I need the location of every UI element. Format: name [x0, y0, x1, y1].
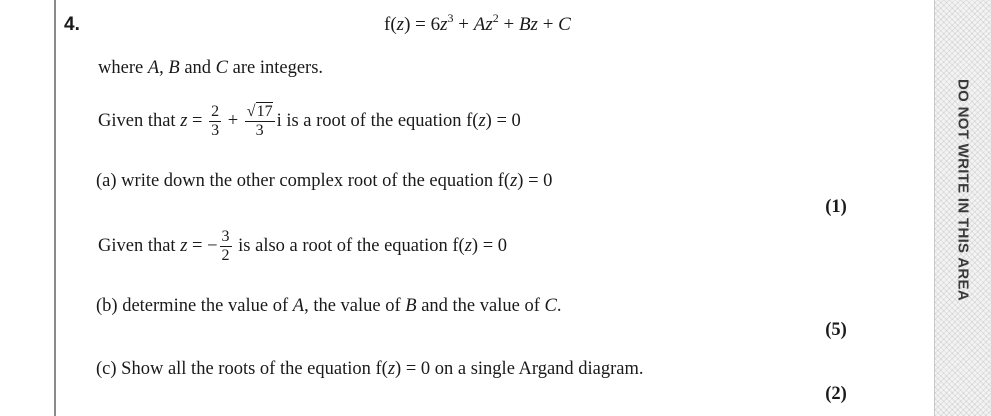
- f-plus-3: +: [537, 14, 559, 35]
- frac-den: 3: [211, 122, 220, 140]
- no-write-margin-label: DO NOT WRITE IN THIS AREA: [954, 79, 972, 301]
- f-var: z: [396, 14, 405, 35]
- f-eq: ) = 6: [404, 14, 441, 35]
- part-b-B: B: [405, 296, 417, 316]
- where-C: C: [215, 58, 229, 78]
- frac-root-den: 3: [255, 122, 264, 140]
- given2-post: ) = 0: [471, 236, 508, 257]
- frac2-num: 3: [220, 228, 232, 247]
- f-exp-3: 3: [447, 11, 454, 25]
- given1-z2: z: [478, 111, 486, 132]
- part-b-marks: (5): [825, 320, 847, 340]
- where-B: B: [168, 58, 180, 78]
- part-a-post: ) = 0: [517, 171, 553, 191]
- given-second-root-line: [98, 228, 507, 266]
- where-line: [98, 58, 323, 79]
- fraction-two-thirds: [209, 103, 221, 141]
- question-number: 4.: [64, 14, 80, 35]
- f-z-term: z: [440, 14, 448, 35]
- frac-root-num: [245, 103, 275, 122]
- part-b: [96, 296, 561, 317]
- fraction-three-halves: [220, 228, 232, 266]
- part-b-mid2: and the value of: [416, 296, 545, 316]
- f-open: f(: [384, 14, 397, 35]
- part-a-label: (a): [96, 171, 117, 191]
- part-c-z: z: [387, 359, 396, 379]
- part-c: [96, 359, 644, 380]
- given2-z: z: [180, 236, 188, 257]
- part-c-post: ) = 0 on a single Argand diagram.: [395, 359, 644, 379]
- given2-mid: is also a root of the equation f(: [233, 236, 465, 257]
- f-plus-1: +: [453, 14, 474, 35]
- part-b-A: A: [292, 296, 305, 316]
- part-a-z: z: [510, 171, 518, 191]
- function-definition: [384, 11, 571, 36]
- part-b-C: C: [544, 296, 557, 316]
- given1-mid: is a root of the equation f(: [281, 111, 479, 132]
- where-pre: where: [98, 58, 148, 78]
- part-a-marks: (1): [825, 197, 847, 217]
- f-A-term: Az: [473, 14, 493, 35]
- part-c-label: (c): [96, 359, 117, 379]
- part-b-label: (b): [96, 296, 118, 316]
- given1-plus: +: [223, 111, 243, 132]
- part-a-text: write down the other complex root of the equation f(: [121, 171, 511, 191]
- part-c-pre: Show all the roots of the equation f(: [121, 359, 388, 379]
- f-C-term: C: [558, 14, 571, 35]
- frac-num: 2: [209, 103, 221, 122]
- where-comma: ,: [159, 58, 169, 78]
- given2-pre: Given that: [98, 236, 181, 257]
- where-post: are integers.: [228, 58, 324, 78]
- f-plus-2: +: [498, 14, 519, 35]
- part-c-marks: (2): [825, 384, 847, 404]
- part-b-pre: determine the value of: [122, 296, 293, 316]
- given1-z: z: [180, 111, 188, 132]
- part-b-post: .: [556, 296, 562, 316]
- frac2-den: 2: [221, 247, 230, 265]
- sqrt-arg: 17: [256, 103, 273, 120]
- where-A: A: [147, 58, 160, 78]
- given1-post: ) = 0: [485, 111, 521, 132]
- given2-z2: z: [464, 236, 472, 257]
- where-and: and: [179, 58, 216, 78]
- imag-unit: i: [276, 111, 282, 132]
- part-b-mid1: , the value of: [304, 296, 406, 316]
- part-a: [96, 171, 552, 192]
- left-margin-rule: [54, 0, 56, 416]
- given1-eq: =: [187, 111, 208, 132]
- f-exp-2: 2: [492, 11, 499, 25]
- given-root-line: [98, 103, 521, 141]
- sqrt-sign: √: [246, 103, 256, 120]
- f-B-term: Bz: [518, 14, 538, 35]
- given2-eq: = −: [187, 236, 218, 257]
- given1-pre: Given that: [98, 111, 181, 132]
- fraction-root17-thirds: [245, 103, 275, 141]
